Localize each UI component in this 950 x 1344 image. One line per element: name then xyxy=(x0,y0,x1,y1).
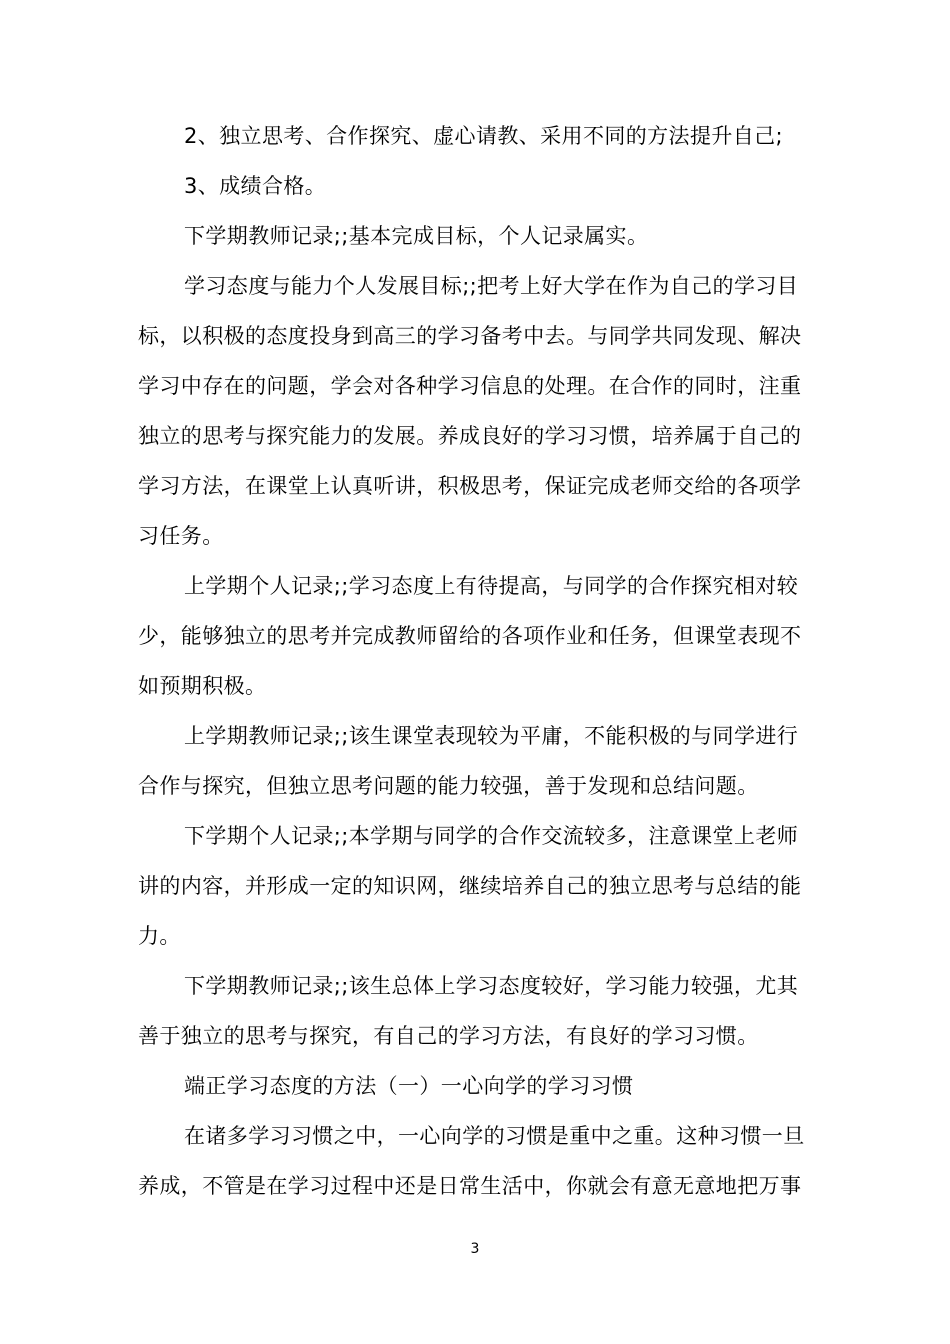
paragraph-4-line-5: 学习方法，在课堂上认真听讲，积极思考，保证完成老师交给的各项学 xyxy=(138,474,802,498)
paragraph-7-line-1: 下学期个人记录;;本学期与同学的合作交流较多，注意课堂上老师 xyxy=(184,824,799,848)
paragraph-6-line-2: 合作与探究，但独立思考问题的能力较强，善于发现和总结问题。 xyxy=(138,774,759,798)
paragraph-4-line-4: 独立的思考与探究能力的发展。养成良好的学习习惯，培养属于自己的 xyxy=(138,424,802,448)
paragraph-7-line-2: 讲的内容，并形成一定的知识网，继续培养自己的独立思考与总结的能 xyxy=(138,874,802,898)
page-number: 3 xyxy=(470,1241,480,1257)
paragraph-1-line-1: 2、独立思考、合作探究、虚心请教、采用不同的方法提升自己; xyxy=(184,124,784,148)
paragraph-8-line-1: 下学期教师记录;;该生总体上学习态度较好，学习能力较强，尤其 xyxy=(184,974,799,998)
paragraph-6-line-1: 上学期教师记录;;该生课堂表现较为平庸，不能积极的与同学进行 xyxy=(184,724,799,748)
paragraph-3-line-1: 下学期教师记录;;基本完成目标，个人记录属实。 xyxy=(184,224,649,248)
paragraph-4-line-6: 习任务。 xyxy=(138,524,224,548)
paragraph-4-line-2: 标，以积极的态度投身到高三的学习备考中去。与同学共同发现、解决 xyxy=(138,324,802,348)
paragraph-10-line-2: 养成，不管是在学习过程中还是日常生活中，你就会有意无意地把万事 xyxy=(138,1174,802,1198)
paragraph-8-line-2: 善于独立的思考与探究，有自己的学习方法，有良好的学习习惯。 xyxy=(138,1024,759,1048)
paragraph-4-line-3: 学习中存在的问题，学会对各种学习信息的处理。在合作的同时，注重 xyxy=(138,374,802,398)
paragraph-7-line-3: 力。 xyxy=(138,924,181,948)
section-heading: 端正学习态度的方法（一）一心向学的学习习惯 xyxy=(184,1074,634,1098)
paragraph-10-line-1: 在诸多学习习惯之中，一心向学的习惯是重中之重。这种习惯一旦 xyxy=(184,1124,805,1148)
paragraph-5-line-2: 少，能够独立的思考并完成教师留给的各项作业和任务，但课堂表现不 xyxy=(138,624,802,648)
paragraph-2-line-1: 3、成绩合格。 xyxy=(184,174,327,198)
paragraph-4-line-1: 学习态度与能力个人发展目标;;把考上好大学在作为自己的学习目 xyxy=(184,274,799,298)
paragraph-5-line-3: 如预期积极。 xyxy=(138,674,267,698)
paragraph-5-line-1: 上学期个人记录;;学习态度上有待提高，与同学的合作探究相对较 xyxy=(184,574,799,598)
